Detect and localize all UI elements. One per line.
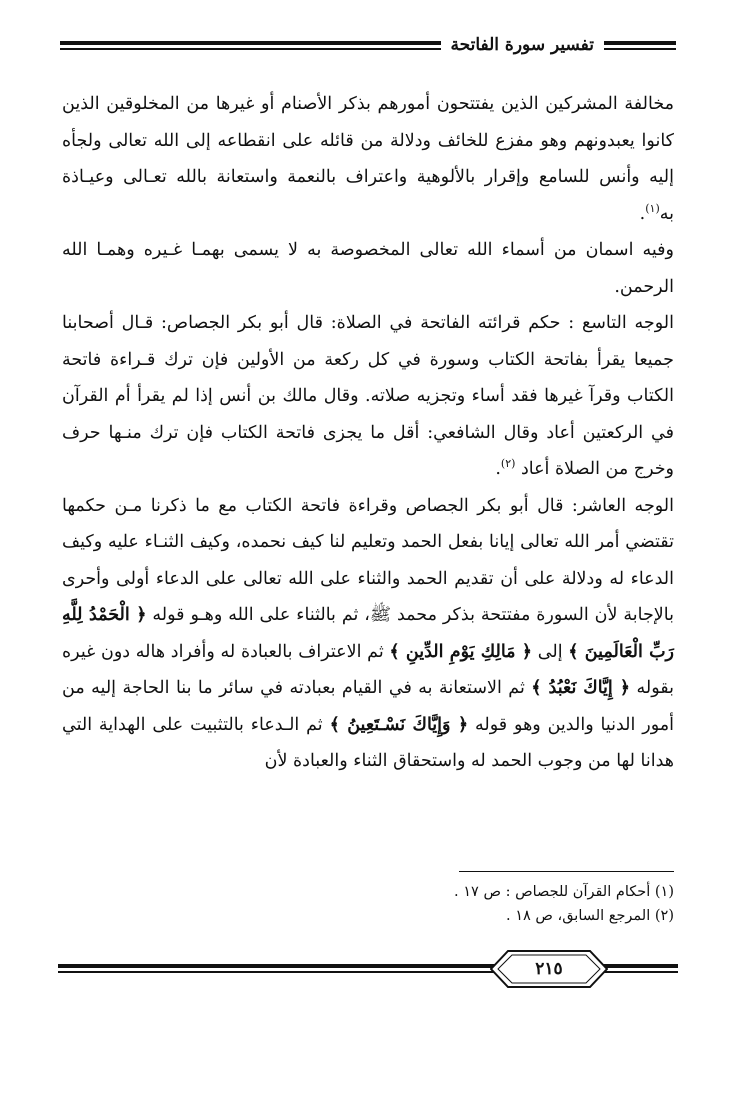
page-number-badge: [490, 950, 608, 988]
quran-verse: ﴿ إِيَّاكَ نَعْبُدُ ﴾: [531, 678, 631, 698]
footnote-marker: (٢): [500, 457, 516, 471]
paragraph-text: ثم الـدعاء بالتثبيت على الهداية التي هدانا لها من وجوب الحمد له واستحقاق الثناء والعبادة لأن: [62, 714, 674, 771]
header-rule-left: [60, 41, 441, 50]
paragraph-text: ثم الاعتراف بالعبادة له وأفراد هاله دون غيره بقوله: [62, 641, 674, 698]
header-title: تفسير سورة الفاتحة: [450, 35, 594, 55]
page-number: ٢١٥: [535, 959, 563, 979]
footnote-1: (١) أحكام القرآن للجصاص : ص ١٧ .: [454, 884, 674, 900]
paragraph: [62, 488, 674, 780]
footnote-2: (٢) المرجع السابق، ص ١٨ .: [505, 908, 674, 924]
paragraph-text: .: [495, 459, 501, 479]
quran-verse: ﴿ الْحَمْدُ لِلَّهِ رَبِّ الْعَالَمِينَ ﴾: [62, 605, 675, 662]
footnote-separator: [459, 871, 674, 872]
quran-verse: ﴿ مَالِكِ يَوْمِ الدِّينِ ﴾: [389, 641, 533, 662]
body-text: [62, 86, 674, 780]
footnote-marker: (١): [645, 201, 660, 215]
header-rule-right: [604, 41, 676, 50]
page-footer: [58, 950, 678, 990]
paragraph-text: الوجه التاسع : حكم قرائته الفاتحة في الصلاة: قال أبو بكر الجصاص: قـال أصحابنا جميعا يقرأ بفاتحة الكتاب وسورة في كل ركعة من الأولين فإن ترك قـراءة فاتحة الكتاب وقرآ غيرها فقد أساء وتجزيه صلاته. وقال مالك بن أنس إذا لم يقرأ أم القرآن في الركعتين أعاد وقال الشافعي: أقل ما يجزى فاتحة الكتاب فإن ترك منـها حرف وخرج من الصلاة أعاد: [62, 313, 674, 479]
paragraph: [62, 232, 674, 305]
quran-verse: ﴿ وَإِيَّاكَ نَسْـتَعِينُ ﴾: [329, 714, 469, 735]
running-header: [60, 30, 676, 60]
paragraph: [62, 305, 674, 488]
paragraph-text: .: [639, 203, 646, 224]
paragraph-text: مخالفة المشركين الذين يفتتحون أمورهم بذكر الأصنام أو غيرها من المخلوقين الذين كانوا يعبدونهم وهو مفزع للخائف ودلالة من قائله على انقطاعه إلى الله تعالى ولجأه إليه وأنس للسامع وإقرار بالألوهية واعتراف بالنعمة واستعانة بالله تعـالى وعيـاذة به: [62, 94, 674, 224]
paragraph-text: ثم الاستعانة به في القيام بعبادته في سائر ما بنا الحاجة إليه من أمور الدنيا والدين وهو قوله: [62, 678, 674, 735]
paragraph-text: الوجه العاشر: قال أبو بكر الجصاص وقراءة فاتحة الكتاب مع ما ذكرنا مـن حكمها تقتضي أمر الله تعالى إيانا بفعل الحمد وتعليم لنا كيف نحمده، وكيف الثنـاء عليه وكيف الدعاء له ودلالة على أن تقديم الحمد والثناء على الله تعالى على الدعاء أولى وأحرى بالإجابة لأن السورة مفتتحة بذكر محمد ﷺ، ثم بالثناء على الله وهـو قوله: [62, 495, 674, 625]
paragraph-text: وفيه اسمان من أسماء الله تعالى المخصوصة به لا يسمى بهمـا غـيره وهمـا الله الرحمن.: [62, 240, 674, 297]
paragraph: [62, 86, 674, 232]
footnotes: [62, 880, 674, 928]
paragraph-text: إلى: [532, 641, 569, 662]
